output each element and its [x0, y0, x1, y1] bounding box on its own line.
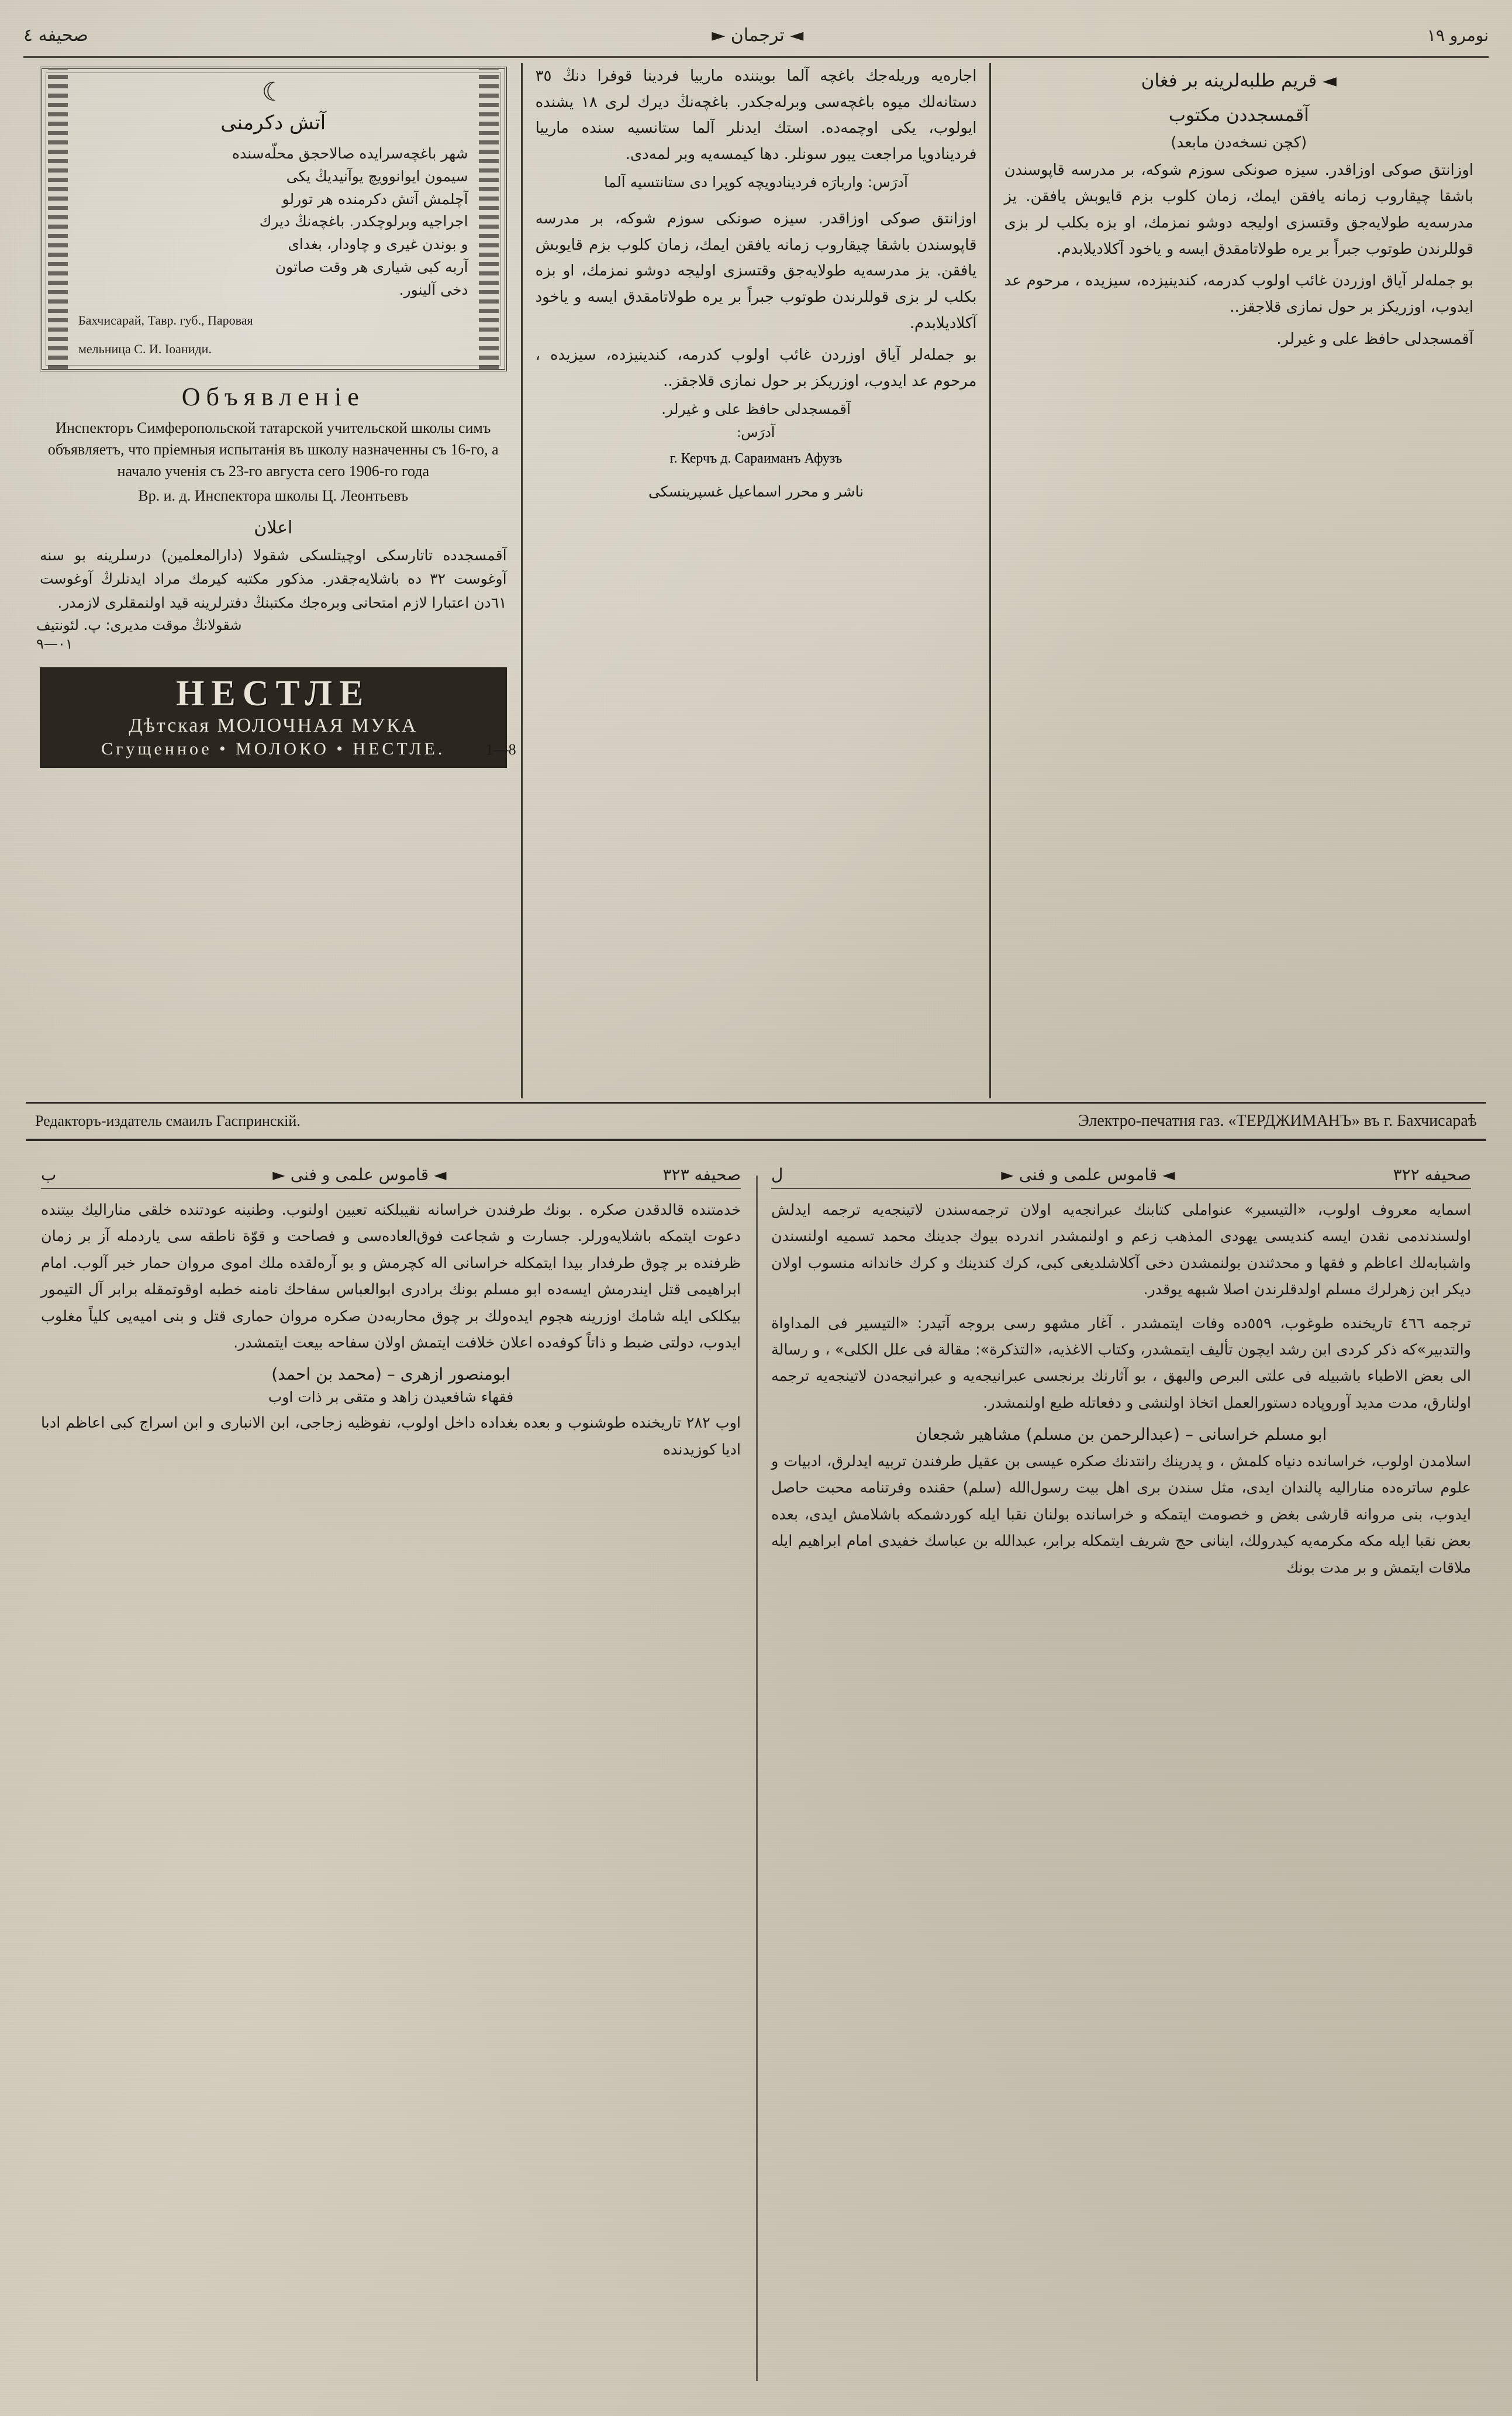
article-body — [1002, 157, 1476, 352]
page-header — [23, 20, 1489, 50]
header-page-number-right: نومرو ٩١ — [1427, 25, 1489, 45]
ad-nestle — [40, 667, 507, 767]
supplement-right-paragraph-1: اسمايه معروف اولوب، «التيسير» عنواملى كتابنك عبرانجه‌يه اولان ترجمه‌سندن لاتينجه‌يه ترجمه ايدلش اولسندندمى نقدن ايسه كنديسى يهودى المذهب زعم و اولنمشدر اندرده بيوك جدينك محمد تسميه اولنسندن واشبابه‌لك اعاظم و فقها و محدثندن بولنمشدن دخى آكلاشلديغى كبى، كرك كندينك و كرك خاندانه منسوب اولان ديكر ابن زهرلرك مسلم اولدقلرندن اصلا شبهه يوقدر. — [771, 1201, 1471, 1299]
article-paragraph-2: بو جمله‌لر آياق اوزردن غائب اولوب كدرمه، كندينيزده، سيزيده ، مرحوم عد ايدوب، اوزريكز بر حول نمازى قلاجقز.. — [1004, 272, 1474, 316]
ad-line-5: و بوندن غيرى و چاودار، بغداى — [288, 236, 468, 253]
ad-line-7: دخى آلينور. — [399, 281, 468, 298]
supplement-section — [26, 1165, 1486, 2395]
ilan-signature: شقولانڭ موقت مديرى: پ. لئونتيف — [36, 617, 242, 634]
middle-address-value: г. Керчъ д. Сараиманъ Афузъ — [669, 450, 843, 466]
objavlenie-title: Объявленіе — [181, 382, 365, 412]
ilan-body: آقمسجدده تاتارسكى اوچيتلسكى شقولا (دارالمعلمين) درسلرينه بو سنه آوغوست ٢٣ ده باشلايه‌جقدر. مذكور مكتبه كيرمك مراد ايدنلرڭ آوغوست ١٦دن اعتبارا لازم امتحانى وبره‌جك مكتبنڭ دفترلرينه قيد اولنمقلرى لازمدر. — [40, 546, 507, 611]
nestle-subtitle-2: Сгущенное • МОЛОКО • НЕСТЛЕ. — [101, 739, 446, 759]
supplement-left-entry-body — [41, 1410, 741, 1463]
middle-column-address: آدرَس: واربارَه فردينادويچه كوپرا دى ستانتسيه آلما — [603, 173, 909, 191]
supplement-page-left — [26, 1165, 756, 2395]
ad-line-4: اجراجيه وبرلوچكدر. باغچه‌نڭ دیرك — [259, 213, 468, 230]
masthead-title: ◄ ترجمان ► — [712, 25, 804, 46]
upper-section — [26, 63, 1486, 1098]
middle-article-paragraph-1: اوزانتق صوكى اوزاقدر. سيزه صونكى سوزم شوكه، بر مدرسه قاپوسندن باشقا چيقاروب زمانه يافقن ايمك، زمان كلوب بزم قايوبش يافقن. يز مدرسه‌يه طولايه‌جق وقتسزى اوليجه دوشو نمزمك، او بزه بكلب لر بزى قوللرندن طوتوب جبراً بر يره طولاتامقدق ايسه و يا‌خود آكلاديلابدم. — [535, 209, 977, 332]
supplement-right-entry-head: ابو مسلم خراسانى – (عبدالرحمن بن مسلم) مشاهير شجعان — [915, 1425, 1327, 1444]
nestle-ad-note: 1—8 — [485, 740, 516, 758]
column-article — [991, 63, 1486, 1098]
ornament-left-icon — [48, 69, 68, 369]
supplement-right-paragraph-2: ترجمه ٤٦٦ تاريخنده طوغوب، ٥٥٩ده وفات ايتمشدر . آغار مشهو رسى بروجه آتيدر: «التيسير فى المداواة والتدبير»كه ذكر كردى ابن رشد ايچون تأليف ايتمشدر، وكتاب الاغذيه، «التذكرة»: مقالة فى علل الكلى» ، و رسالة الى بعض الاطباء باشبيله فى علتى البرص والبهق ، بو آثارنك برنجسى عبرانيجه‌يه و عبرانيجه‌دن لاتينجه‌يه ترجمه اولنارق، مدت مديد آوروپاده دستورالعمل اتخاذ اولنشى و دفعاتله طبع اولنمشدر. — [771, 1314, 1471, 1412]
colophon-printer: Электро-печатня газ. «ТЕРДЖИМАНЪ» въ г. Бахчисараѣ — [1078, 1112, 1477, 1130]
supplement-right-page-number: صحيفه ٣٢٢ — [1393, 1165, 1471, 1184]
supplement-right-folio: ل — [771, 1165, 783, 1184]
column-advertisements — [26, 63, 521, 1098]
supplement-left-page-number: صحيفه ٣٢٣ — [662, 1165, 741, 1184]
article-title-line-1: ◄ قريم طلبه‌لرينه بر فغان — [1141, 70, 1337, 91]
colophon-editor: Редакторъ-издатель смаилъ Гаспринскій. — [35, 1112, 301, 1129]
middle-column-body — [533, 63, 979, 168]
ad-title: آتش دكرمنى — [220, 111, 326, 135]
ilan-heading: اعلان — [254, 517, 293, 538]
middle-paragraph-1: اجاره‌يه وريله‌جك باغچه آلما بويننده مارييا فردينا قوفرا دنڭ ٣٥ دستانه‌لك ميوه باغچه‌سى وبرله‌جكدر. باغچه‌نڭ ديرك لرى ١٨ يشنده ايولوب، يكى اوچمه‌ده. استك ايدنلر آلما ستانسيه سنده مارييا فردينادويا مراجعت يبور سونلر. دها كيمسه‌يه وبر لمه‌دى. — [535, 67, 977, 164]
ad-line-1: شهر باغچه‌سرايده صالاحجق محلّه‌سنده — [232, 145, 468, 162]
objavlenie-signature: Вр. и. д. Инспектора школы Ц. Леонтьевъ — [138, 487, 409, 504]
supplement-right-entry-body — [771, 1449, 1471, 1581]
supplement-left-body — [41, 1197, 741, 1356]
middle-address-label: آدرَس: — [737, 425, 775, 440]
supplement-right-rule — [771, 1188, 1471, 1189]
supplement-page-right — [756, 1165, 1486, 2395]
supplement-left-entry-paragraph: اوب ٢٨٢ تاريخنده طوشنوب و بعده بغداده داخل اولوب، نفوظيه زجاجى، ابن الانبارى و ابن اسراج كبى اعاظم ادبا اديا كوزيدنده — [41, 1414, 741, 1459]
header-page-number-left: صحيفه ٤ — [23, 25, 88, 46]
middle-article-paragraph-2: بو جمله‌لر آياق اوزردن غائب اولوب كدرمه، كندينيزده، سيزيده ، مرحوم عد ايدوب، اوزريكز بر حول نمازى قلاجقز.. — [535, 346, 977, 391]
supplement-left-running-head — [41, 1165, 741, 1184]
ad-russian-line-1: Бахчисарай, Тавр. губ., Паровая — [78, 313, 253, 328]
nestle-subtitle: Дѣтская МОЛОЧНАЯ МУКА — [129, 714, 418, 736]
ornament-right-icon — [479, 69, 499, 369]
supplement-right-running-head — [771, 1165, 1471, 1184]
middle-article-continued — [533, 206, 979, 395]
ilan-page-ref: ١٠—٩ — [36, 636, 73, 653]
ad-line-6: آربه كبى شيارى هر وقت صاتون — [275, 258, 468, 275]
article-paragraph-1: اوزانتق صوكى اوزاقدر. سيزه صونكى سوزم شوكه، بر مدرسه قاپوسندن باشقا چيقاروب زمانه يافقن ايمك، زمان كلوب بزم قايوبش يافقن. يز مدرسه‌يه طولايه‌جق وقتسزى اوليجه دوشو نمزمك، او بزه بكلب لر بزى قوللرندن طوتوب جبراً بر يره طولاتامقدق ايسه و يا‌خود آكلاديلابدم. — [1004, 161, 1474, 258]
article-paragraph-3: آقمسجدلى حافظ على و غيرلر. — [1276, 330, 1474, 348]
supplement-right-title: ◄ قاموس علمى و فنى ► — [1001, 1165, 1175, 1184]
ad-line-2: سيمون ايوانوويچ يوآنيديڭ يكى — [286, 167, 468, 185]
supplement-right-entry-paragraph: اسلامدن اولوب، خراسانده دنياه كلمش ، و پدرينك رانتدنك صكره عيسى بن عقيل طرفندن تربيه ايدلرق، ادبيات و علوم ساتره‌ده مناراليه پالندان ايدى، مثل سندن برى اهل بيت رسول‌الله (سلم) حقنده وفرتنامه محبت حاصل ايدوب، بنى مروانه قارشى بغض و خصومت ايتمكه و خراسانده بولنان نقبا ايله كوردشمكه باشلامش ايدى، بعده بعض نقبا ايله مكه مكرمه‌يه كيدرولك، اينانى حج شريف ايتمكله برابر، عبدالله بن عباسك خفيدى امام ابراهيم ايله ملاقات ايتمش و بر مدت بونك — [771, 1453, 1471, 1577]
supplement-left-folio: ب — [41, 1165, 57, 1184]
objavlenie-body: Инспекторъ Симферопольской татарской учительской школы симъ объявляетъ, что пріемныя испытанія въ школу назначенны съ 16-го, а начало ученія съ 23-го августа сего 1906-го года — [47, 419, 499, 480]
nestle-brand: НЕСТЛЕ — [176, 674, 371, 714]
supplement-right-body — [771, 1197, 1471, 1416]
objavlenie-block — [41, 382, 506, 505]
crescent-icon: ☾ — [261, 77, 285, 107]
ad-line-3: آچلمش آتش دكرمنده هر تورلو — [282, 190, 468, 208]
supplement-left-title: ◄ قاموس علمى و فنى ► — [272, 1165, 447, 1184]
supplement-left-entry-sub: فقهاء شافعيدن زاهد و متقى بر ذات اوب — [268, 1388, 514, 1406]
ad-box-mill — [40, 67, 507, 371]
publisher-line: ناشر و محرر اسماعيل غسپرينسكى — [648, 482, 864, 500]
supplement-left-entry-head: ابومنصور ازهرى – (محمد بن احمد) — [271, 1364, 510, 1384]
column-middle-notices — [521, 63, 992, 1098]
middle-article-signer: آقمسجدلى حافظ على و غيرلر. — [661, 400, 851, 418]
article-title-line-2: آقمسجددن مكتوب — [1168, 104, 1309, 126]
supplement-left-rule — [41, 1188, 741, 1189]
colophon — [26, 1102, 1486, 1141]
ad-russian-line-2: мельница С. И. Іоаниди. — [78, 342, 212, 357]
supplement-left-paragraph-1: خدمتنده قالدقدن صكره . بونك طرفندن خراسانه نقيبلكنه تعيين اولنوب. وطنينه عودتنده خلقى مناراليك بيتنده دعوت ايتمكه باشلايه‌ورلر. جسارت و شجاعت فوق‌العاده‌سى و فصاحت و قوّة ناطقه سى ياردمله آز بر زمان ظرفنده بر چوق طرفدار بيدا ايتمكله خراسانى اله كچرمش و بو آره‌لقده ملك اموى مروان حمار خبر آلوب. امام ابراهيمى قتل ايندرمش ايسه‌ده ابو مسلم بونك برادرى ابوالعباس سفاحك نامنه خطبه اوقوتمقله برابر آل التيمور بيكلكى ايله شامك اوزرينه هجوم ايده‌ولك بر چوق محاربه‌دن صكره مروان حمارى قتل و بنى اميه‌يى كلياً مغلوب ايدوب، دولتى ضبط و ذاتاً كوفه‌ده اعلان خلافت ايتمش اولان سفاحه بيعت ايتمشدر. — [41, 1201, 741, 1352]
header-rule — [23, 56, 1489, 58]
article-title-line-3: (كچن نسخه‌دن مابعد) — [1171, 134, 1307, 152]
